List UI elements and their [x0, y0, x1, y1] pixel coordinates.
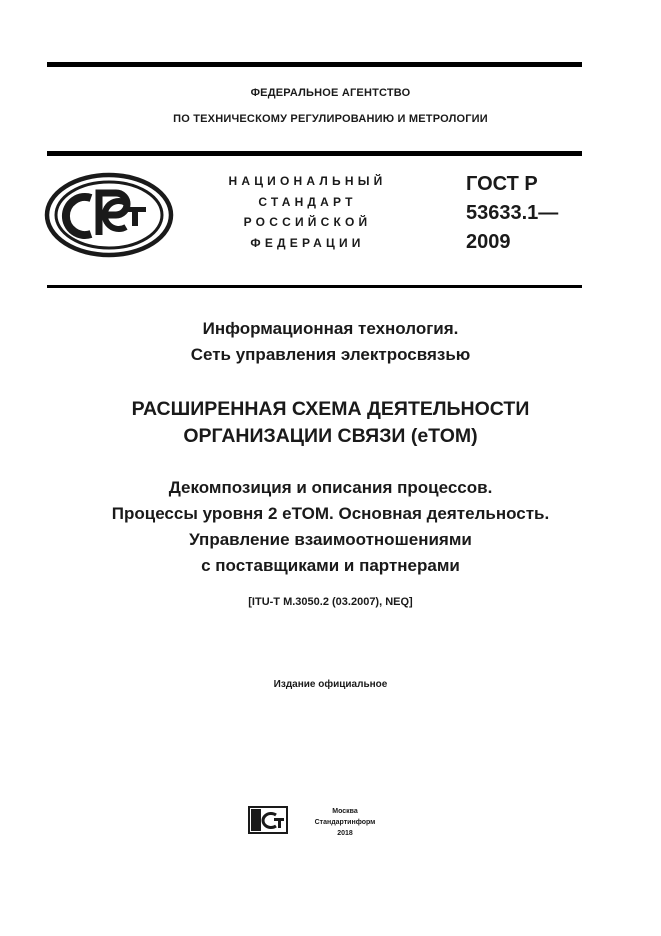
subtitle-line-1: Декомпозиция и описания процессов. [168, 478, 493, 497]
publisher-city: Москва [332, 808, 358, 815]
publisher-name: Стандартинформ [314, 819, 376, 826]
national-line-4: ФЕДЕРАЦИИ [250, 235, 365, 250]
general-title [0, 316, 661, 368]
agency-line-2: ПО ТЕХНИЧЕСКОМУ РЕГУЛИРОВАНИЮ И МЕТРОЛОГИИ [173, 113, 488, 125]
publisher-year: 2018 [337, 830, 353, 837]
main-title-line-1: РАСШИРЕННАЯ СХЕМА ДЕЯТЕЛЬНОСТИ [131, 398, 530, 420]
gost-line-1: ГОСТ Р [466, 173, 538, 195]
subtitle-line-3: Управление взаимоотношениями [189, 530, 472, 549]
top-rule [47, 62, 582, 67]
publisher-imprint [300, 806, 390, 839]
main-title-line-2: ОРГАНИЗАЦИИ СВЯЗИ (eTOM) [183, 425, 478, 447]
subtitle-line-4: с поставщиками и партнерами [201, 556, 460, 575]
national-line-2: СТАНДАРТ [258, 194, 357, 209]
rst-gost-logo-icon [44, 172, 174, 258]
national-line-1: НАЦИОНАЛЬНЫЙ [228, 174, 387, 188]
national-line-3: РОССИЙСКОЙ [243, 215, 372, 229]
main-title [0, 396, 661, 450]
header-rule [47, 151, 582, 156]
standartinform-logo-icon [248, 806, 288, 834]
gost-line-3: 2009 [466, 231, 511, 253]
itu-reference: [ITU-T M.3050.2 (03.2007), NEQ] [248, 596, 413, 608]
edition-label: Издание официальное [273, 679, 388, 690]
national-standard-label [205, 171, 410, 253]
subtitle-line-2: Процессы уровня 2 eTOM. Основная деятельность. [111, 504, 550, 523]
subtitle [0, 475, 661, 579]
agency-line-1: ФЕДЕРАЛЬНОЕ АГЕНТСТВО [250, 87, 411, 99]
gost-line-2: 53633.1— [466, 202, 559, 224]
gost-number [466, 170, 558, 257]
standard-rule [47, 285, 582, 288]
general-title-line-1: Информационная технология. [202, 319, 459, 338]
general-title-line-2: Сеть управления электросвязью [190, 345, 471, 364]
